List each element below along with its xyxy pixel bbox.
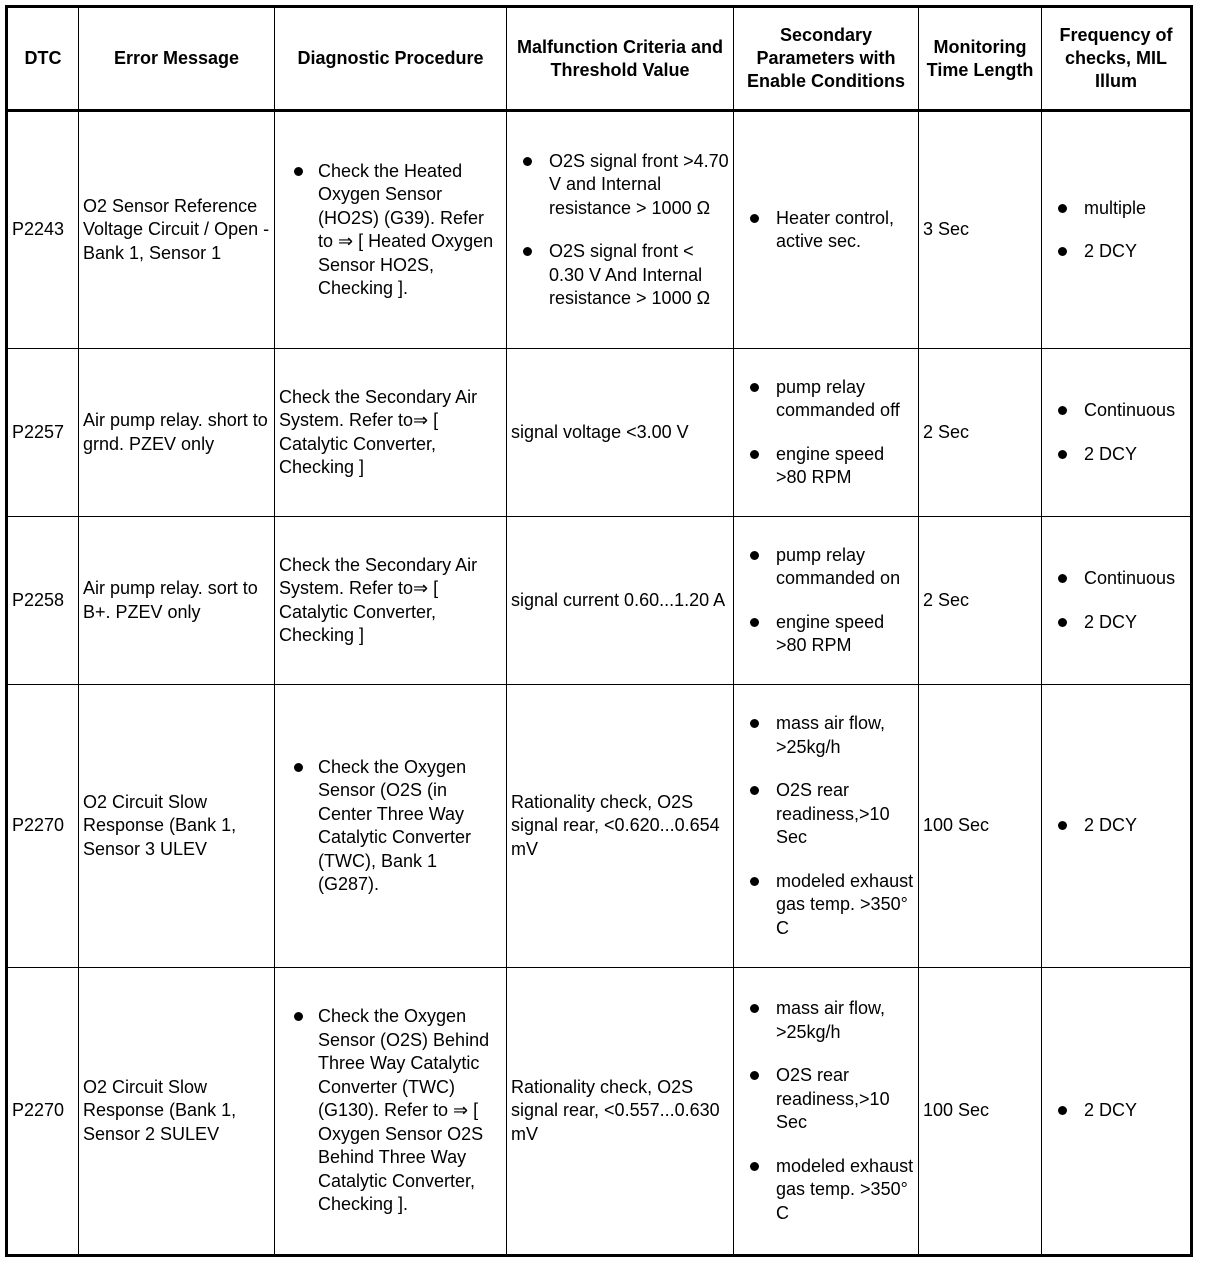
frequency-item: Continuous <box>1046 399 1186 423</box>
secondary-item: modeled exhaust gas temp. >350° C <box>738 1155 914 1226</box>
error-message: O2 Circuit Slow Response (Bank 1, Sensor 2 SULEV <box>79 968 275 1256</box>
frequency-item: 2 DCY <box>1046 443 1186 467</box>
frequency-item: 2 DCY <box>1046 611 1186 635</box>
diagnostic-procedure: Check the Secondary Air System. Refer to⇒ [ Catalytic Converter, Checking ] <box>275 349 507 517</box>
procedure-item: Check the Oxygen Sensor (O2S (in Center Three Way Catalytic Converter (TWC), Bank 1 (G287). <box>279 756 502 897</box>
frequency-item: 2 DCY <box>1046 240 1186 264</box>
error-message: O2 Circuit Slow Response (Bank 1, Sensor 3 ULEV <box>79 685 275 968</box>
malfunction-criteria <box>507 111 734 349</box>
dtc-code: P2270 <box>7 685 79 968</box>
header-malfunction-criteria: Malfunction Criteria and Threshold Value <box>507 7 734 111</box>
secondary-parameters <box>734 517 919 685</box>
error-message: Air pump relay. short to grnd. PZEV only <box>79 349 275 517</box>
secondary-item: pump relay commanded off <box>738 376 914 423</box>
secondary-item: pump relay commanded on <box>738 544 914 591</box>
error-message: Air pump relay. sort to B+. PZEV only <box>79 517 275 685</box>
secondary-item: modeled exhaust gas temp. >350° C <box>738 870 914 941</box>
monitoring-time: 3 Sec <box>919 111 1042 349</box>
diagnostic-procedure <box>275 685 507 968</box>
monitoring-time: 100 Sec <box>919 685 1042 968</box>
procedure-item: Check the Heated Oxygen Sensor (HO2S) (G39). Refer to ⇒ [ Heated Oxygen Sensor HO2S, Checking ]. <box>279 160 502 301</box>
secondary-parameters <box>734 685 919 968</box>
table-row <box>7 685 1192 968</box>
criteria-item: O2S signal front >4.70 V and Internal resistance > 1000 Ω <box>511 150 729 221</box>
malfunction-criteria: signal current 0.60...1.20 A <box>507 517 734 685</box>
criteria-item: O2S signal front < 0.30 V And Internal resistance > 1000 Ω <box>511 240 729 311</box>
table-row <box>7 968 1192 1256</box>
secondary-item: mass air flow, >25kg/h <box>738 712 914 759</box>
diagnostic-procedure <box>275 968 507 1256</box>
secondary-parameters <box>734 968 919 1256</box>
table-row <box>7 349 1192 517</box>
malfunction-criteria: signal voltage <3.00 V <box>507 349 734 517</box>
header-row <box>7 7 1192 111</box>
secondary-item: O2S rear readiness,>10 Sec <box>738 1064 914 1135</box>
frequency <box>1042 111 1192 349</box>
dtc-table <box>5 5 1193 1257</box>
dtc-code: P2258 <box>7 517 79 685</box>
frequency <box>1042 517 1192 685</box>
frequency-item: multiple <box>1046 197 1186 221</box>
secondary-item: mass air flow, >25kg/h <box>738 997 914 1044</box>
secondary-item: O2S rear readiness,>10 Sec <box>738 779 914 850</box>
header-secondary-parameters: Secondary Parameters with Enable Conditions <box>734 7 919 111</box>
diagnostic-procedure <box>275 111 507 349</box>
dtc-code: P2270 <box>7 968 79 1256</box>
monitoring-time: 2 Sec <box>919 349 1042 517</box>
procedure-item: Check the Oxygen Sensor (O2S) Behind Three Way Catalytic Converter (TWC) (G130). Refer to ⇒ [ Oxygen Sensor O2S Behind Three Way Catalytic Converter, Checking ]. <box>279 1005 502 1217</box>
secondary-item: engine speed >80 RPM <box>738 443 914 490</box>
monitoring-time: 2 Sec <box>919 517 1042 685</box>
frequency-item: 2 DCY <box>1046 814 1186 838</box>
secondary-parameters <box>734 349 919 517</box>
table-row <box>7 517 1192 685</box>
secondary-item: engine speed >80 RPM <box>738 611 914 658</box>
frequency <box>1042 349 1192 517</box>
frequency <box>1042 968 1192 1256</box>
header-error-message: Error Message <box>79 7 275 111</box>
malfunction-criteria: Rationality check, O2S signal rear, <0.620...0.654 mV <box>507 685 734 968</box>
monitoring-time: 100 Sec <box>919 968 1042 1256</box>
dtc-code: P2257 <box>7 349 79 517</box>
error-message: O2 Sensor Reference Voltage Circuit / Open - Bank 1, Sensor 1 <box>79 111 275 349</box>
secondary-item: Heater control, active sec. <box>738 207 914 254</box>
malfunction-criteria: Rationality check, O2S signal rear, <0.557...0.630 mV <box>507 968 734 1256</box>
diagnostic-procedure: Check the Secondary Air System. Refer to⇒ [ Catalytic Converter, Checking ] <box>275 517 507 685</box>
header-dtc: DTC <box>7 7 79 111</box>
frequency-item: Continuous <box>1046 567 1186 591</box>
frequency <box>1042 685 1192 968</box>
header-diagnostic-procedure: Diagnostic Procedure <box>275 7 507 111</box>
dtc-code: P2243 <box>7 111 79 349</box>
secondary-parameters <box>734 111 919 349</box>
header-frequency: Frequency of checks, MIL Illum <box>1042 7 1192 111</box>
table-row <box>7 111 1192 349</box>
frequency-item: 2 DCY <box>1046 1099 1186 1123</box>
header-monitoring-time: Monitoring Time Length <box>919 7 1042 111</box>
